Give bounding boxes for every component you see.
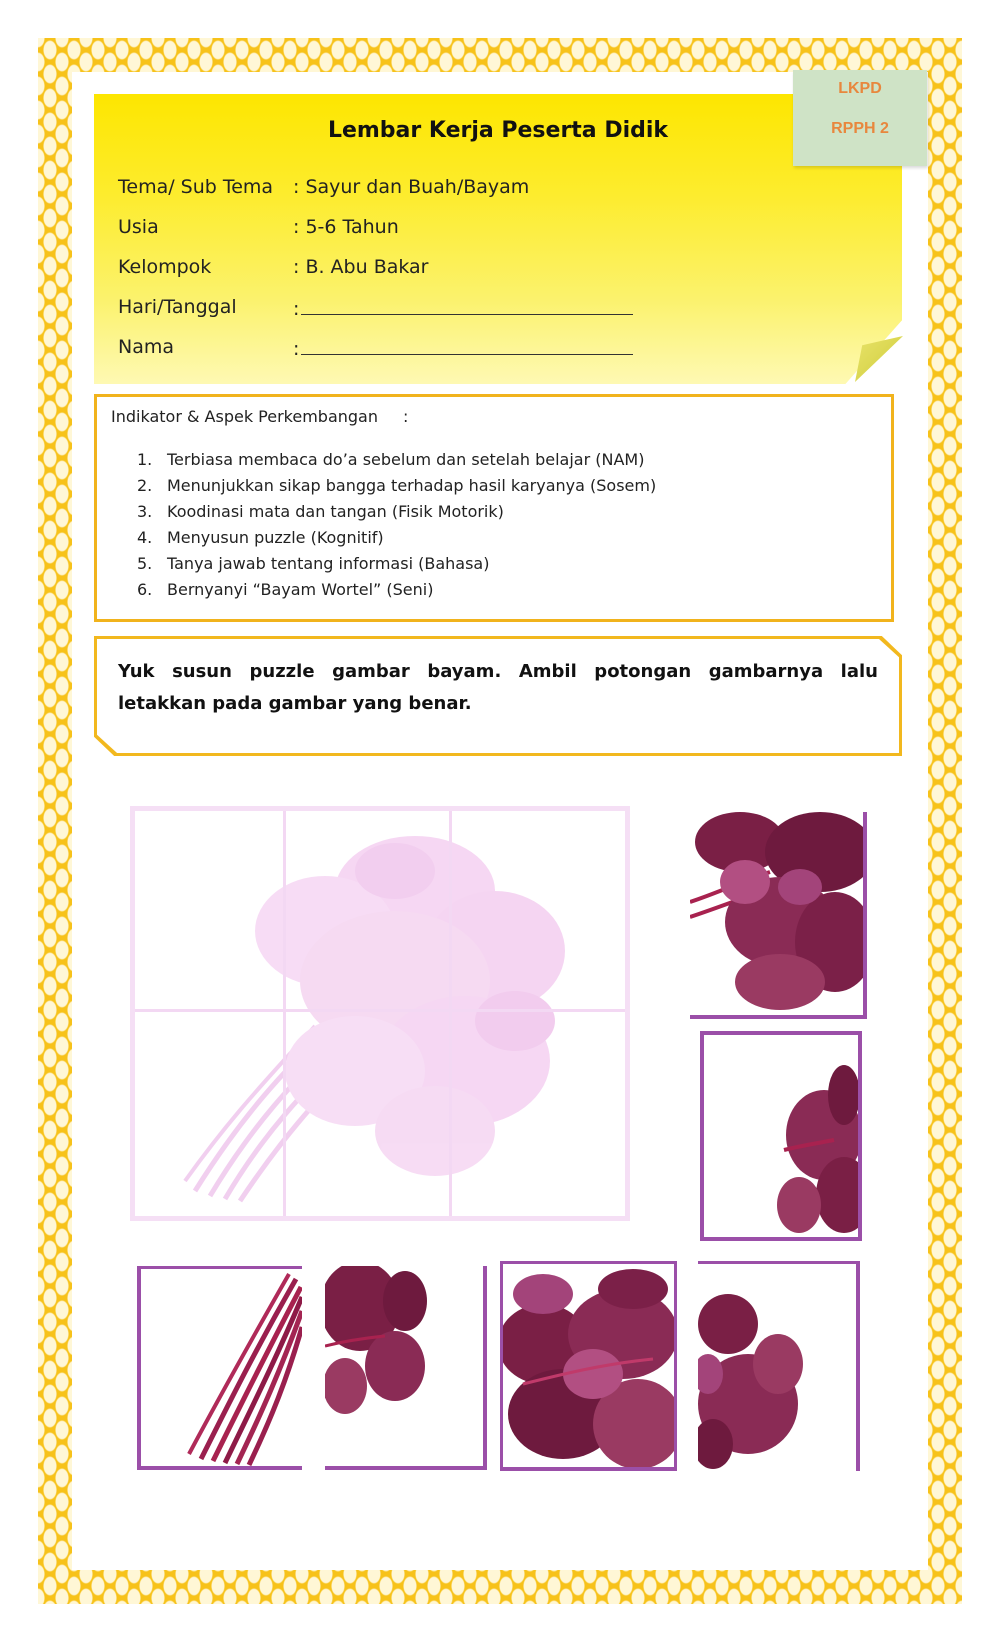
item-number: 3. xyxy=(137,502,153,521)
spinach-piece-image xyxy=(325,1266,483,1466)
spinach-piece-image xyxy=(704,1035,858,1237)
list-item xyxy=(137,473,656,499)
item-number: 5. xyxy=(137,554,153,573)
row-value: : xyxy=(293,338,300,360)
indicator-list xyxy=(137,447,656,603)
row-value: : B. Abu Bakar xyxy=(293,256,429,278)
puzzle-piece-center-leaves[interactable] xyxy=(500,1261,677,1471)
item-number: 2. xyxy=(137,476,153,495)
list-item xyxy=(137,447,656,473)
grid-line xyxy=(283,811,286,1216)
row-value: : Sayur dan Buah/Bayam xyxy=(293,176,530,198)
row-label: Nama xyxy=(118,336,175,358)
indicator-colon: : xyxy=(403,407,409,426)
item-text: Koodinasi mata dan tangan (Fisik Motorik) xyxy=(167,502,504,521)
item-text: Menyusun puzzle (Kognitif) xyxy=(167,528,384,547)
date-field[interactable] xyxy=(293,296,633,320)
list-item xyxy=(137,499,656,525)
item-number: 4. xyxy=(137,528,153,547)
spinach-piece-image xyxy=(503,1264,674,1467)
puzzle-piece-right-leaves[interactable] xyxy=(698,1261,860,1471)
row-label: Kelompok xyxy=(118,256,212,278)
grid-line xyxy=(449,811,452,1216)
item-text: Terbiasa membaca do’a sebelum dan setelah belajar (NAM) xyxy=(167,450,645,469)
name-field[interactable] xyxy=(293,336,633,360)
sticky-note-rpph: RPPH 2 xyxy=(831,120,889,137)
name-blank-line[interactable] xyxy=(301,336,633,355)
puzzle-target-board[interactable] xyxy=(130,806,630,1221)
puzzle-piece-left-leaves[interactable] xyxy=(325,1266,487,1470)
item-text: Bernyanyi “Bayam Wortel” (Seni) xyxy=(167,580,434,599)
row-value: : xyxy=(293,298,300,320)
instruction-text: Yuk susun puzzle gambar bayam. Ambil potongan gambarnya lalu letakkan pada gambar yang benar. xyxy=(118,661,878,714)
sticky-note-lkpd: LKPD xyxy=(838,80,882,97)
worksheet-title: Lembar Kerja Peserta Didik xyxy=(327,118,669,143)
puzzle-piece-middle-right[interactable] xyxy=(700,1031,862,1241)
puzzle-piece-top-right[interactable] xyxy=(690,812,867,1019)
spinach-piece-image xyxy=(141,1269,302,1466)
row-label: Tema/ Sub Tema xyxy=(118,176,274,198)
list-item xyxy=(137,577,656,603)
item-number: 1. xyxy=(137,450,153,469)
row-label: Usia xyxy=(118,216,159,238)
item-text: Tanya jawab tentang informasi (Bahasa) xyxy=(167,554,490,573)
date-blank-line[interactable] xyxy=(301,296,633,315)
puzzle-piece-stems[interactable] xyxy=(137,1266,302,1470)
indicator-heading: Indikator & Aspek Perkembangan xyxy=(111,407,378,426)
row-value: : 5-6 Tahun xyxy=(293,216,399,238)
spinach-piece-image xyxy=(698,1264,856,1471)
faded-spinach-image xyxy=(135,811,625,1216)
list-item xyxy=(137,551,656,577)
item-text: Menunjukkan sikap bangga terhadap hasil karyanya (Sosem) xyxy=(167,476,657,495)
grid-line xyxy=(135,1009,625,1012)
row-label: Hari/Tanggal xyxy=(118,296,237,318)
item-number: 6. xyxy=(137,580,153,599)
list-item xyxy=(137,525,656,551)
spinach-piece-image xyxy=(690,812,867,1019)
indicator-box xyxy=(94,394,894,622)
